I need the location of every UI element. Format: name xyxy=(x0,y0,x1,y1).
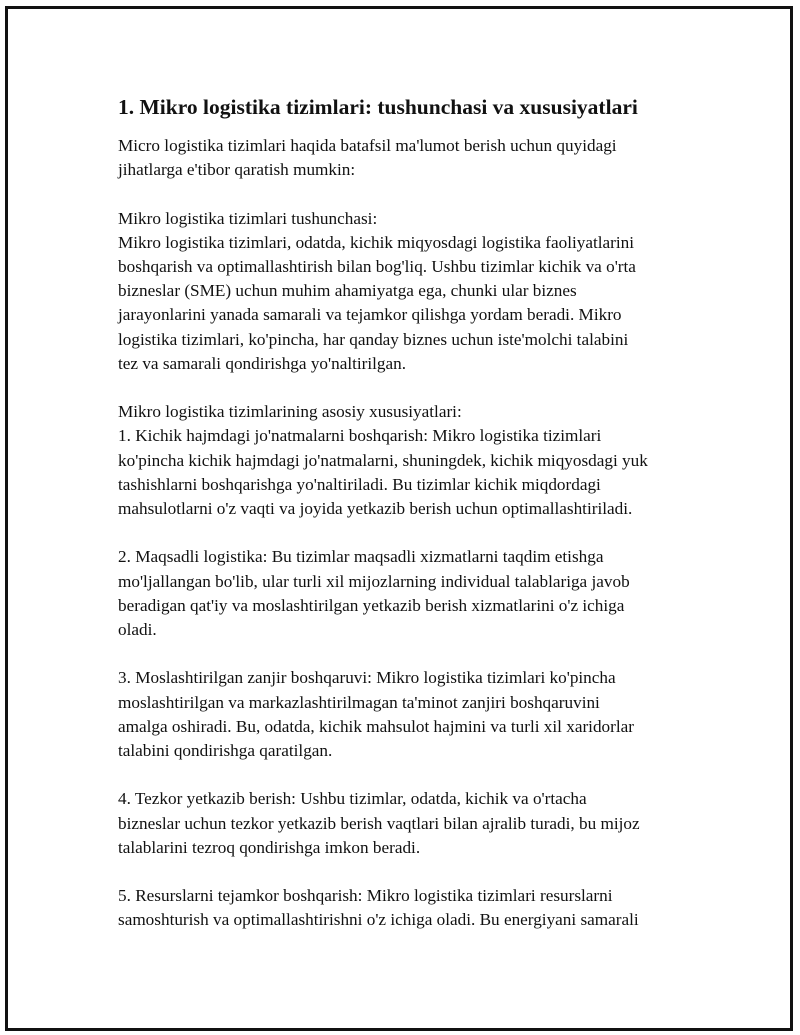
text-line: mo'ljallangan bo'lib, ular turli xil mijozlarning individual talablariga javob xyxy=(118,571,630,591)
paragraph-item-5 xyxy=(118,884,698,932)
paragraph-intro xyxy=(118,134,698,182)
section-heading-concept: Mikro logistika tizimlari tushunchasi: xyxy=(118,208,378,228)
text-line: jarayonlarini yanada samarali va tejamkor qilishga yordam beradi. Mikro xyxy=(118,305,622,325)
text-line: beradigan qat'iy va moslashtirilgan yetkazib berish xizmatlarini o'z ichiga xyxy=(118,595,625,615)
document-title: 1. Mikro logistika tizimlari: tushunchasi va xususiyatlari xyxy=(118,95,638,119)
text-line: bizneslar uchun tezkor yetkazib berish vaqtlari bilan ajralib turadi, bu mijoz xyxy=(118,813,640,833)
text-line: logistika tizimlari, ko'pincha, har qanday biznes uchun iste'molchi talabini xyxy=(118,329,629,349)
text-line: 4. Tezkor yetkazib berish: Ushbu tizimlar, odatda, kichik va o'rtacha xyxy=(118,789,587,809)
text-line: oladi. xyxy=(118,620,157,640)
paragraph-features-item-1 xyxy=(118,400,698,521)
text-line: 2. Maqsadli logistika: Bu tizimlar maqsadli xizmatlarni taqdim etishga xyxy=(118,547,604,567)
text-line: 1. Kichik hajmdagi jo'natmalarni boshqarish: Mikro logistika tizimlari xyxy=(118,426,602,446)
text-line: Micro logistika tizimlari haqida batafsil ma'lumot berish uchun quyidagi xyxy=(118,136,617,155)
text-line: moslashtirilgan va markazlashtirilmagan ta'minot zanjiri boshqaruvini xyxy=(118,692,600,712)
text-line: Mikro logistika tizimlari, odatda, kichik miqyosdagi logistika faoliyatlarini xyxy=(118,232,635,252)
section-heading-features: Mikro logistika tizimlarining asosiy xususiyatlari: xyxy=(118,402,462,422)
text-line: boshqarish va optimallashtirish bilan bog'liq. Ushbu tizimlar kichik va o'rta xyxy=(118,257,636,276)
paragraph-gap xyxy=(118,860,698,884)
text-line: ko'pincha kichik hajmdagi jo'natmalarni, shuningdek, kichik miqyosdagi yuk xyxy=(118,450,648,470)
paragraph-gap xyxy=(118,182,698,206)
text-line: 5. Resurslarni tejamkor boshqarish: Mikro logistika tizimlari resurslarni xyxy=(118,886,613,906)
document-body xyxy=(118,94,698,933)
text-line: jihatlarga e'tibor qaratish mumkin: xyxy=(118,160,356,180)
text-line: mahsulotlarni o'z vaqti va joyida yetkazib berish uchun optimallashtiriladi. xyxy=(118,499,633,519)
text-line: tez va samarali qondirishga yo'naltirilgan. xyxy=(118,353,407,373)
paragraph-item-2 xyxy=(118,545,698,642)
paragraph-gap xyxy=(118,376,698,400)
text-line: bizneslar (SME) uchun muhim ahamiyatga ega, chunki ular biznes xyxy=(118,281,577,301)
text-line: amalga oshiradi. Bu, odatda, kichik mahsulot hajmini va turli xil xaridorlar xyxy=(118,716,634,736)
paragraph-item-3 xyxy=(118,666,698,763)
text-line: tashishlarni boshqarishga yo'naltiriladi. Bu tizimlar kichik miqdordagi xyxy=(118,474,601,494)
text-line: talablarini tezroq qondirishga imkon beradi. xyxy=(118,837,421,857)
paragraph-gap xyxy=(118,642,698,666)
paragraph-gap xyxy=(118,763,698,787)
text-line: samoshturish va optimallashtirishni o'z ichiga oladi. Bu energiyani samarali xyxy=(118,910,639,930)
paragraph-item-4 xyxy=(118,787,698,860)
text-line: 3. Moslashtirilgan zanjir boshqaruvi: Mikro logistika tizimlari ko'pincha xyxy=(118,668,616,688)
paragraph-gap xyxy=(118,521,698,545)
paragraph-concept xyxy=(118,207,698,376)
text-line: talabini qondirishga qaratilgan. xyxy=(118,741,333,761)
